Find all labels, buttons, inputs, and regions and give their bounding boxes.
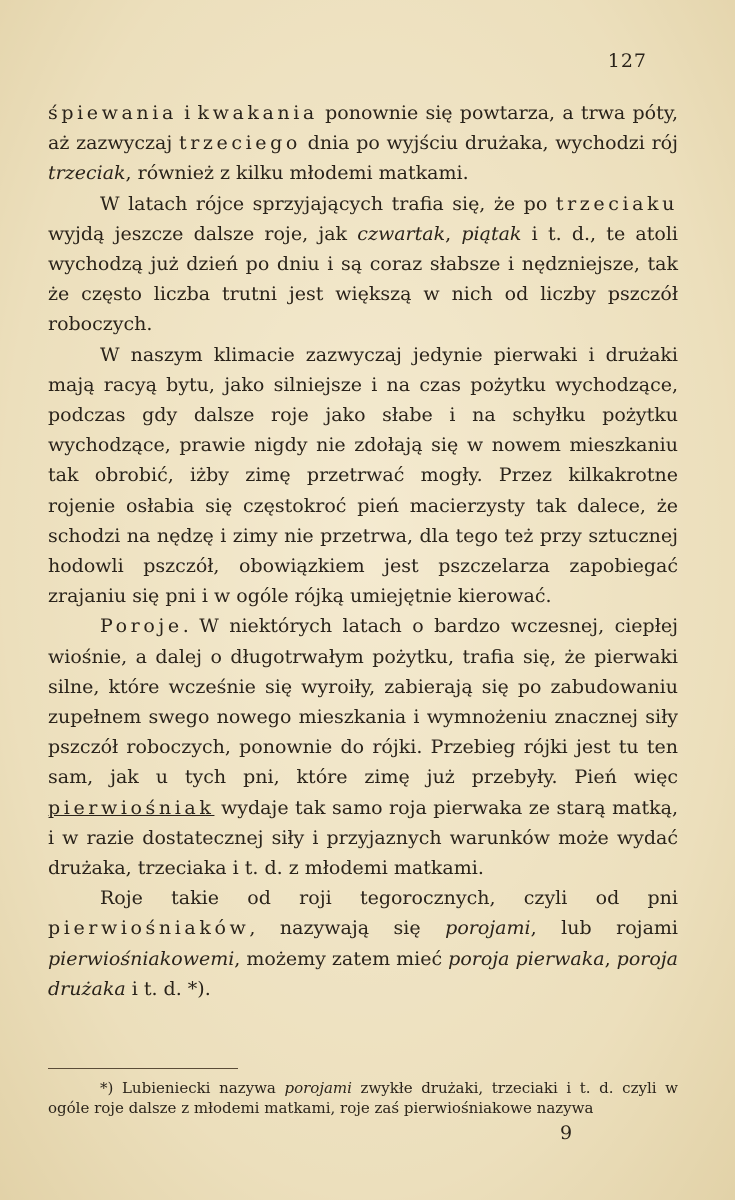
- emphasized-text: Poroje: [100, 615, 183, 638]
- text-run: wyjdą jeszcze dalsze roje, jak: [48, 222, 358, 245]
- emphasized-text: porojami: [284, 1079, 352, 1097]
- text-run: . W niektórych latach o bardzo wczesnej, ciepłej wiośnie, a dalej o długotrwałym pożytku, trafia się, że pierwaki silne, które wcześnie się wyroiły, zabierają się po zabudowaniu zupełnem swego nowego mieszkania i wymnożeniu znacznej siły pszczół roboczych, ponownie do rójki. Przebieg rójki jest tu ten sam, jak u tych pni, które zimę już przebyły. Pień więc: [48, 615, 678, 789]
- emphasized-text: pierwiośniakowemi: [48, 947, 235, 970]
- emphasized-text: pierwiośniak: [48, 796, 215, 819]
- emphasized-text: trzeciak: [48, 162, 126, 185]
- paragraph: [48, 611, 678, 883]
- paragraph: [48, 189, 678, 340]
- emphasized-text: poroja drużaka: [48, 947, 678, 1000]
- text-run: *) Lubieniecki nazywa: [100, 1079, 285, 1097]
- text-run: dnia po wyjściu drużaka, wychodzi rój: [300, 132, 678, 155]
- text-run: W latach rójce sprzyjających trafia się, że po: [100, 192, 556, 215]
- text-run: ponownie się powtarza, a trwa póty, aż zazwyczaj: [48, 102, 678, 155]
- text-run: Roje takie od roji tegorocznych, czyli od pni: [100, 887, 678, 910]
- emphasized-text: poroja pierwaka: [448, 947, 605, 970]
- text-run: i t. d., te atoli wychodzą już dzień po dniu i są coraz słabsze i nędzniejsze, tak że często liczba trutni jest większą w nich od liczby pszczół roboczych.: [48, 222, 678, 336]
- paragraph: [48, 340, 678, 612]
- footnote: [48, 1078, 678, 1118]
- paragraph: [48, 98, 678, 189]
- emphasized-text: trzeciego: [179, 132, 301, 155]
- emphasized-text: czwartak: [357, 222, 446, 245]
- footnote-text: [48, 1078, 678, 1118]
- emphasized-text: kwakania: [197, 102, 318, 124]
- text-run: ,: [604, 947, 617, 970]
- emphasized-text: pierwiośniaków: [48, 917, 250, 940]
- footnote-rule: [48, 1068, 238, 1069]
- text-run: W naszym klimacie zazwyczaj jedynie pierwaki i drużaki mają racyą bytu, jako silniejsze i na czas pożytku wychodzące, podczas gdy dalsze roje jako słabe i na schyłku pożytku wychodzące, prawie nigdy nie zdołają się w nowem mieszkaniu tak obrobić, iżby zimę przetrwać mogły. Przez kilkakrotne rojenie osłabia się częstokroć pień macierzysty tak dalece, że schodzi na nędzę i zimy nie przetrwa, dla tego też przy sztucznej hodowli pszczół, obowiązkiem jest pszczelarza zapobiegać zrajaniu się pni i w ogóle rójką umiejętnie kierować.: [48, 343, 678, 608]
- text-run: wydaje tak samo roja pierwaka ze starą matką, i w razie dostatecznej siły i przyjaznych warunków może wydać drużaka, trzeciaka i t. d. z młodemi matkami.: [48, 796, 678, 880]
- page-number: 127: [607, 50, 647, 72]
- text-run: i: [176, 102, 198, 124]
- emphasized-text: trzeciaku: [555, 192, 678, 215]
- text-run: , lub rojami: [530, 917, 678, 940]
- text-run: , możemy zatem mieć: [234, 947, 449, 970]
- text-run: , nazywają się: [249, 917, 446, 940]
- emphasized-text: śpiewania: [48, 102, 177, 124]
- emphasized-text: porojami: [445, 917, 531, 940]
- text-run: i t. d. *).: [125, 977, 211, 1000]
- body-text: [48, 98, 678, 1004]
- emphasized-text: piątak: [461, 222, 522, 245]
- text-run: , również z kilku młodemi matkami.: [125, 162, 469, 185]
- text-run: zwykłe drużaki, trzeciaki i t. d. czyli w ogóle roje dalsze z młodemi matkami, roje zaś pierwiośniakowe nazywa: [48, 1079, 678, 1117]
- signature-mark: 9: [560, 1122, 573, 1144]
- paragraph: [48, 883, 678, 1004]
- text-run: ,: [445, 222, 462, 245]
